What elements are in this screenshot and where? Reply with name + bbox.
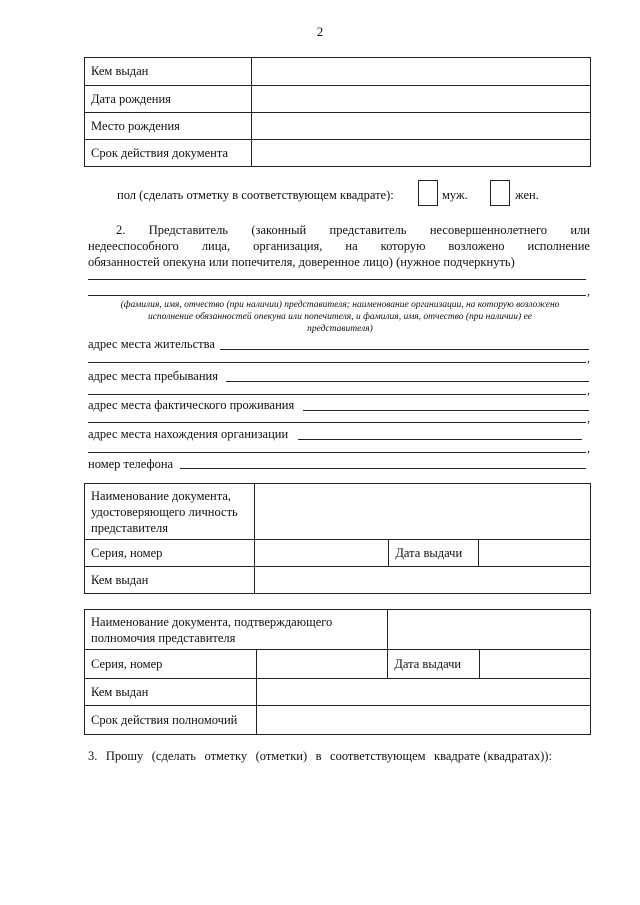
section-number: 3. — [88, 749, 98, 763]
authority-document-name-field[interactable] — [388, 610, 591, 650]
birth-place-field[interactable] — [251, 113, 590, 140]
document-validity-field[interactable] — [251, 140, 590, 167]
stay-address-line[interactable] — [226, 381, 589, 382]
page-number: 2 — [316, 24, 324, 39]
issued-by-field[interactable] — [251, 58, 590, 86]
actual-address-line-2[interactable] — [88, 422, 586, 423]
section-number: 2. — [116, 223, 126, 237]
caption-line: (фамилия, имя, отчество (при наличии) представителя; наименование организации, на которую возложено — [120, 300, 560, 310]
id-issued-by-label: Кем выдан — [85, 567, 255, 594]
word: Прошу — [105, 749, 144, 763]
word: возложено — [448, 239, 505, 253]
phone-label: номер телефона — [88, 457, 174, 471]
birth-place-label: Место рождения — [85, 113, 252, 140]
actual-address-line[interactable] — [303, 410, 589, 411]
stay-address-label: адрес места пребывания — [88, 369, 218, 383]
male-checkbox[interactable] — [418, 180, 438, 206]
comma: , — [587, 383, 590, 397]
word: (сделать — [151, 749, 196, 763]
word: квадрате (квадратах)): — [434, 749, 552, 763]
comma: , — [587, 441, 590, 455]
word: Представитель — [148, 223, 229, 237]
section-2-line-3: обязанностей опекуна или попечителя, доверенное лицо) (нужное подчеркнуть) — [88, 255, 515, 269]
authority-validity-field[interactable] — [256, 706, 590, 735]
section-2-line-2 — [88, 238, 590, 254]
male-label: муж. — [442, 188, 468, 202]
org-address-line-2[interactable] — [88, 452, 586, 453]
authority-issued-by-label: Кем выдан — [85, 679, 257, 706]
word: в — [315, 749, 322, 763]
representative-id-table — [84, 483, 591, 594]
word: (законный — [251, 223, 307, 237]
phone-line[interactable] — [180, 468, 586, 469]
authority-issue-date-label: Дата выдачи — [388, 650, 480, 679]
female-checkbox[interactable] — [490, 180, 510, 206]
id-document-name-label: Наименование документа, удостоверяющего личность представителя — [85, 484, 255, 540]
id-issue-date-field[interactable] — [479, 540, 591, 567]
representative-caption — [90, 299, 590, 335]
id-issued-by-field[interactable] — [254, 567, 590, 594]
id-issue-date-label: Дата выдачи — [389, 540, 479, 567]
id-document-name-field[interactable] — [254, 484, 590, 540]
section-2-paragraph — [88, 222, 590, 270]
comma: , — [587, 351, 590, 365]
word: которую — [380, 239, 426, 253]
residence-address-line-2[interactable] — [88, 362, 586, 363]
word: на — [345, 239, 358, 253]
residence-address-label: адрес места жительства — [88, 337, 215, 351]
female-label: жен. — [515, 188, 539, 202]
authority-document-table — [84, 609, 591, 735]
authority-document-name-label: Наименование документа, подтверждающего полномочия представителя — [85, 610, 388, 650]
word: соответствующем — [330, 749, 426, 763]
comma: , — [587, 411, 590, 425]
comma: , — [587, 284, 590, 298]
sex-label: пол (сделать отметку в соответствующем квадрате): — [117, 188, 394, 202]
id-series-label: Серия, номер — [85, 540, 255, 567]
word: (отметки) — [255, 749, 308, 763]
word: недееспособного — [88, 239, 179, 253]
authority-issue-date-field[interactable] — [480, 650, 591, 679]
word: организация, — [253, 239, 323, 253]
word: исполнение — [527, 239, 590, 253]
actual-address-label: адрес места фактического проживания — [88, 398, 295, 412]
caption-line: исполнение обязанностей опекуна или попечителя, и фамилия, имя, отчество (при наличии) ее — [147, 312, 533, 322]
representative-line-2[interactable] — [88, 295, 586, 296]
org-address-line[interactable] — [298, 439, 582, 440]
stay-address-line-2[interactable] — [88, 394, 586, 395]
birth-date-label: Дата рождения — [85, 86, 252, 113]
identity-table — [84, 57, 591, 167]
issued-by-label: Кем выдан — [85, 58, 252, 86]
authority-issued-by-field[interactable] — [256, 679, 590, 706]
word: представитель — [329, 223, 407, 237]
id-series-field[interactable] — [254, 540, 389, 567]
birth-date-field[interactable] — [251, 86, 590, 113]
word: или — [570, 223, 590, 237]
authority-series-label: Серия, номер — [85, 650, 257, 679]
word: лица, — [201, 239, 231, 253]
word: несовершеннолетнего — [429, 223, 548, 237]
org-address-label: адрес места нахождения организации — [88, 427, 289, 441]
caption-line: представителя) — [307, 324, 373, 334]
representative-line-1[interactable] — [88, 279, 586, 280]
section-2-line-1 — [88, 222, 590, 238]
authority-validity-label: Срок действия полномочий — [85, 706, 257, 735]
section-3-heading — [88, 749, 552, 764]
document-validity-label: Срок действия документа — [85, 140, 252, 167]
word: отметку — [204, 749, 248, 763]
residence-address-line[interactable] — [220, 349, 589, 350]
authority-series-field[interactable] — [256, 650, 388, 679]
